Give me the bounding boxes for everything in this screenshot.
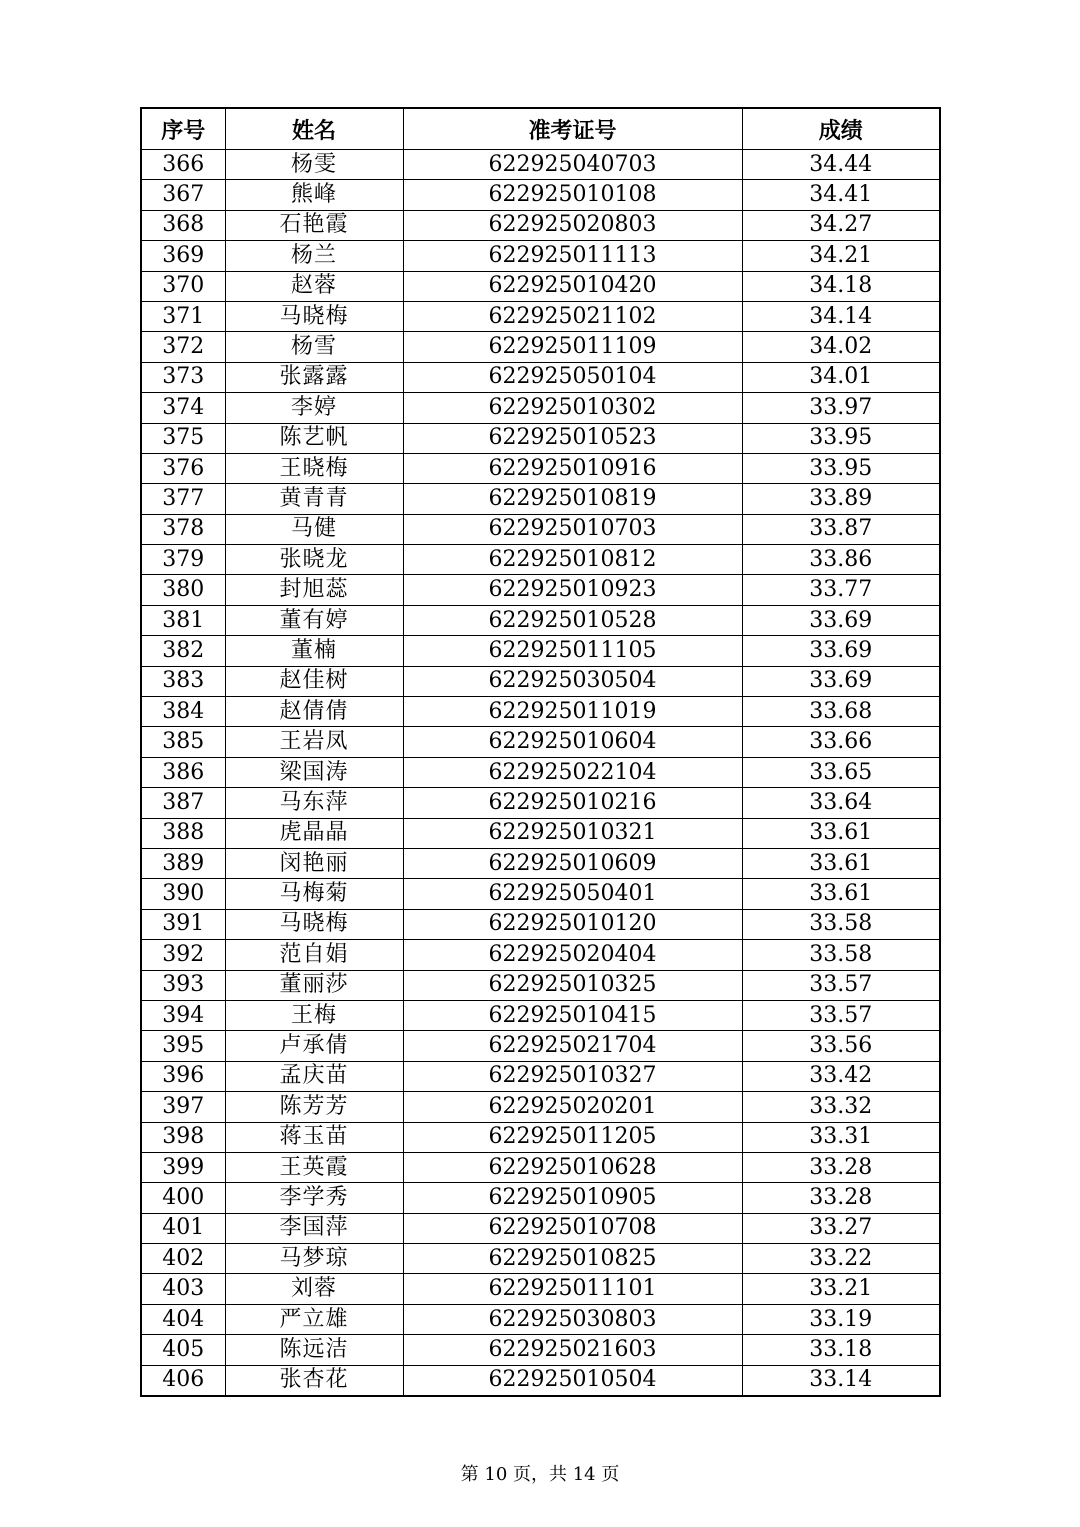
name-cell: 虎晶晶 [225,818,403,848]
table-row [141,180,940,210]
exam-id-cell: 622925010819 [403,484,742,514]
exam-id-cell: 622925010325 [403,970,742,1000]
table-row [141,1122,940,1152]
name-cell: 梁国涛 [225,757,403,787]
table-row [141,150,940,180]
score-cell: 34.41 [742,180,940,210]
name-cell: 杨兰 [225,241,403,271]
exam-id-cell: 622925020803 [403,210,742,240]
score-cell: 33.42 [742,1061,940,1091]
score-cell: 33.95 [742,423,940,453]
name-cell: 张杏花 [225,1365,403,1396]
name-cell: 刘蓉 [225,1274,403,1304]
score-cell: 33.65 [742,757,940,787]
name-cell: 王梅 [225,1000,403,1030]
name-cell: 石艳霞 [225,210,403,240]
exam-id-cell: 622925020404 [403,940,742,970]
serial-cell: 400 [141,1183,225,1213]
name-cell: 马东萍 [225,788,403,818]
serial-cell: 403 [141,1274,225,1304]
serial-cell: 387 [141,788,225,818]
score-cell: 33.68 [742,697,940,727]
name-cell: 赵蓉 [225,271,403,301]
name-cell: 孟庆苗 [225,1061,403,1091]
score-cell: 33.69 [742,636,940,666]
score-cell: 33.69 [742,666,940,696]
table-row [141,879,940,909]
table-row [141,970,940,1000]
serial-cell: 404 [141,1304,225,1334]
serial-cell: 386 [141,757,225,787]
table-row [141,210,940,240]
serial-cell: 385 [141,727,225,757]
table-row [141,1183,940,1213]
table-row [141,514,940,544]
score-cell: 33.57 [742,970,940,1000]
header-row [141,108,940,150]
score-cell: 33.87 [742,514,940,544]
score-cell: 34.02 [742,332,940,362]
table-row [141,727,940,757]
header-exam-id: 准考证号 [403,108,742,150]
exam-id-cell: 622925021102 [403,301,742,331]
exam-id-cell: 622925010528 [403,605,742,635]
serial-cell: 377 [141,484,225,514]
name-cell: 陈远洁 [225,1335,403,1365]
name-cell: 王岩凤 [225,727,403,757]
score-cell: 33.61 [742,818,940,848]
table-row [141,1000,940,1030]
name-cell: 黄青青 [225,484,403,514]
exam-id-cell: 622925010523 [403,423,742,453]
table-row [141,545,940,575]
table-row [141,393,940,423]
table-header [141,108,940,150]
table-row [141,1213,940,1243]
score-cell: 33.58 [742,940,940,970]
name-cell: 严立雄 [225,1304,403,1334]
score-cell: 34.27 [742,210,940,240]
name-cell: 李婷 [225,393,403,423]
page-footer: 第 10 页，共 14 页 [460,1464,620,1485]
exam-id-cell: 622925011205 [403,1122,742,1152]
score-cell: 33.19 [742,1304,940,1334]
score-cell: 34.01 [742,362,940,392]
name-cell: 董丽莎 [225,970,403,1000]
score-cell: 33.89 [742,484,940,514]
serial-cell: 395 [141,1031,225,1061]
table-row [141,575,940,605]
table-row [141,1365,940,1396]
exam-id-cell: 622925030504 [403,666,742,696]
serial-cell: 393 [141,970,225,1000]
score-cell: 33.32 [742,1092,940,1122]
serial-cell: 390 [141,879,225,909]
score-cell: 33.66 [742,727,940,757]
serial-cell: 369 [141,241,225,271]
exam-id-cell: 622925050104 [403,362,742,392]
exam-id-cell: 622925021603 [403,1335,742,1365]
exam-id-cell: 622925010923 [403,575,742,605]
serial-cell: 368 [141,210,225,240]
score-cell: 33.64 [742,788,940,818]
score-cell: 33.28 [742,1152,940,1182]
score-cell: 34.18 [742,271,940,301]
score-cell: 33.57 [742,1000,940,1030]
score-cell: 33.69 [742,605,940,635]
serial-cell: 406 [141,1365,225,1396]
table-row [141,1092,940,1122]
table-row [141,1061,940,1091]
exam-id-cell: 622925011101 [403,1274,742,1304]
serial-cell: 378 [141,514,225,544]
table-row [141,332,940,362]
name-cell: 王晓梅 [225,453,403,483]
name-cell: 陈芳芳 [225,1092,403,1122]
exam-id-cell: 622925030803 [403,1304,742,1334]
table-row [141,1244,940,1274]
table-row [141,271,940,301]
name-cell: 杨雪 [225,332,403,362]
score-cell: 33.86 [742,545,940,575]
score-cell: 33.77 [742,575,940,605]
exam-id-cell: 622925020201 [403,1092,742,1122]
exam-id-cell: 622925010708 [403,1213,742,1243]
table-row [141,757,940,787]
name-cell: 蒋玉苗 [225,1122,403,1152]
exam-id-cell: 622925010628 [403,1152,742,1182]
score-cell: 33.22 [742,1244,940,1274]
score-cell: 33.95 [742,453,940,483]
table-row [141,1152,940,1182]
score-cell: 33.14 [742,1365,940,1396]
header-score: 成绩 [742,108,940,150]
table-row [141,788,940,818]
table-row [141,940,940,970]
exam-id-cell: 622925010916 [403,453,742,483]
table-row [141,818,940,848]
serial-cell: 382 [141,636,225,666]
name-cell: 卢承倩 [225,1031,403,1061]
exam-id-cell: 622925021704 [403,1031,742,1061]
name-cell: 李学秀 [225,1183,403,1213]
score-cell: 33.56 [742,1031,940,1061]
exam-id-cell: 622925010604 [403,727,742,757]
table-row [141,1274,940,1304]
serial-cell: 376 [141,453,225,483]
table-row [141,636,940,666]
exam-id-cell: 622925010302 [403,393,742,423]
header-serial: 序号 [141,108,225,150]
serial-cell: 394 [141,1000,225,1030]
name-cell: 马晓梅 [225,301,403,331]
exam-id-cell: 622925010703 [403,514,742,544]
name-cell: 张露露 [225,362,403,392]
serial-cell: 402 [141,1244,225,1274]
score-cell: 33.28 [742,1183,940,1213]
name-cell: 马晓梅 [225,909,403,939]
exam-id-cell: 622925010415 [403,1000,742,1030]
score-cell: 34.21 [742,241,940,271]
table-row [141,1304,940,1334]
serial-cell: 405 [141,1335,225,1365]
exam-id-cell: 622925022104 [403,757,742,787]
exam-id-cell: 622925010609 [403,848,742,878]
name-cell: 李国萍 [225,1213,403,1243]
score-cell: 33.27 [742,1213,940,1243]
exam-id-cell: 622925011019 [403,697,742,727]
table-row [141,423,940,453]
name-cell: 闵艳丽 [225,848,403,878]
serial-cell: 375 [141,423,225,453]
exam-id-cell: 622925011105 [403,636,742,666]
name-cell: 范自娟 [225,940,403,970]
name-cell: 陈艺帆 [225,423,403,453]
exam-id-cell: 622925010504 [403,1365,742,1396]
table-row [141,1335,940,1365]
serial-cell: 371 [141,301,225,331]
serial-cell: 392 [141,940,225,970]
serial-cell: 401 [141,1213,225,1243]
table-row [141,848,940,878]
name-cell: 杨雯 [225,150,403,180]
score-cell: 33.21 [742,1274,940,1304]
table-row [141,241,940,271]
name-cell: 董楠 [225,636,403,666]
table-row [141,484,940,514]
exam-id-cell: 622925011113 [403,241,742,271]
name-cell: 董有婷 [225,605,403,635]
serial-cell: 379 [141,545,225,575]
serial-cell: 391 [141,909,225,939]
exam-id-cell: 622925010120 [403,909,742,939]
name-cell: 熊峰 [225,180,403,210]
serial-cell: 388 [141,818,225,848]
score-cell: 33.61 [742,848,940,878]
score-cell: 33.58 [742,909,940,939]
exam-id-cell: 622925010216 [403,788,742,818]
serial-cell: 389 [141,848,225,878]
serial-cell: 399 [141,1152,225,1182]
table-row [141,697,940,727]
score-cell: 33.97 [742,393,940,423]
exam-id-cell: 622925010108 [403,180,742,210]
table-row [141,1031,940,1061]
exam-id-cell: 622925050401 [403,879,742,909]
serial-cell: 372 [141,332,225,362]
name-cell: 张晓龙 [225,545,403,575]
serial-cell: 380 [141,575,225,605]
serial-cell: 370 [141,271,225,301]
table-row [141,666,940,696]
header-name: 姓名 [225,108,403,150]
serial-cell: 398 [141,1122,225,1152]
table-row [141,453,940,483]
table-row [141,909,940,939]
score-table [140,107,941,1397]
table-row [141,605,940,635]
score-cell: 34.14 [742,301,940,331]
exam-id-cell: 622925010812 [403,545,742,575]
score-cell: 33.31 [742,1122,940,1152]
table-body [141,150,940,1397]
exam-id-cell: 622925011109 [403,332,742,362]
serial-cell: 384 [141,697,225,727]
exam-id-cell: 622925010825 [403,1244,742,1274]
serial-cell: 366 [141,150,225,180]
exam-id-cell: 622925040703 [403,150,742,180]
name-cell: 封旭蕊 [225,575,403,605]
table-row [141,301,940,331]
name-cell: 赵佳树 [225,666,403,696]
name-cell: 王英霞 [225,1152,403,1182]
exam-id-cell: 622925010905 [403,1183,742,1213]
serial-cell: 381 [141,605,225,635]
name-cell: 马梅菊 [225,879,403,909]
name-cell: 赵倩倩 [225,697,403,727]
serial-cell: 373 [141,362,225,392]
serial-cell: 367 [141,180,225,210]
name-cell: 马梦琼 [225,1244,403,1274]
serial-cell: 374 [141,393,225,423]
serial-cell: 397 [141,1092,225,1122]
score-cell: 33.61 [742,879,940,909]
exam-id-cell: 622925010327 [403,1061,742,1091]
exam-id-cell: 622925010420 [403,271,742,301]
table-row [141,362,940,392]
serial-cell: 396 [141,1061,225,1091]
score-cell: 33.18 [742,1335,940,1365]
score-cell: 34.44 [742,150,940,180]
serial-cell: 383 [141,666,225,696]
exam-id-cell: 622925010321 [403,818,742,848]
name-cell: 马健 [225,514,403,544]
